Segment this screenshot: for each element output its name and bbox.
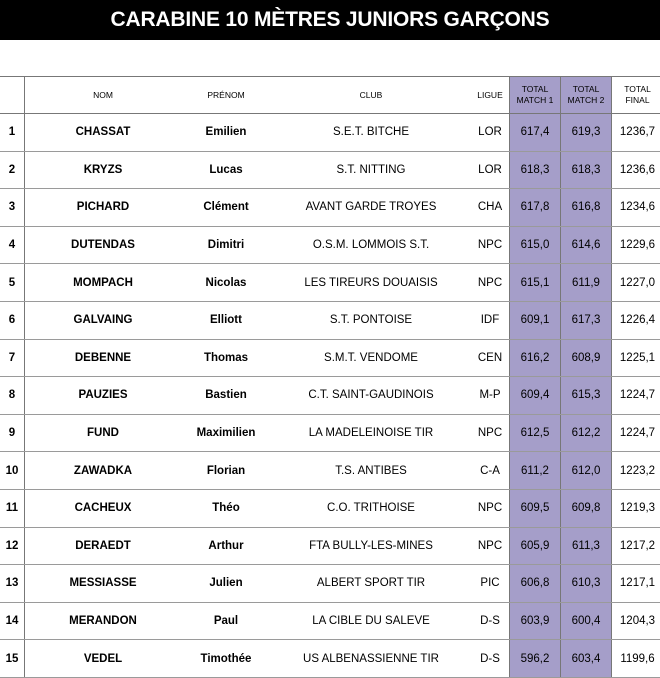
nom-cell: PICHARD (25, 189, 182, 227)
total-match-2-cell: 612,0 (561, 452, 612, 490)
total-match-1-cell: 617,4 (510, 114, 561, 152)
table-row (0, 414, 660, 452)
nom-cell: CACHEUX (25, 489, 182, 527)
table-row (0, 489, 660, 527)
total-match-1-cell: 605,9 (510, 527, 561, 565)
prenom-cell: Théo (181, 489, 271, 527)
ligue-cell: D-S (471, 640, 510, 678)
club-cell: S.M.T. VENDOME (271, 339, 471, 377)
nom-cell: PAUZIES (25, 377, 182, 415)
ligue-cell: NPC (471, 489, 510, 527)
prenom-cell: Lucas (181, 151, 271, 189)
club-cell: C.O. TRITHOISE (271, 489, 471, 527)
club-cell: S.T. PONTOISE (271, 301, 471, 339)
prenom-cell: Nicolas (181, 264, 271, 302)
table-row (0, 640, 660, 678)
ligue-cell: CEN (471, 339, 510, 377)
club-cell: ALBERT SPORT TIR (271, 565, 471, 603)
total-final-cell: 1223,2 (612, 452, 660, 490)
total-match-2-cell: 615,3 (561, 377, 612, 415)
header-total-match-2-line2: MATCH 2 (568, 95, 605, 105)
club-cell: S.E.T. BITCHE (271, 114, 471, 152)
nom-cell: MOMPACH (25, 264, 182, 302)
total-match-2-cell: 611,9 (561, 264, 612, 302)
total-final-cell: 1236,7 (612, 114, 660, 152)
table-row (0, 565, 660, 603)
header-nom: NOM (25, 77, 182, 114)
table-row (0, 114, 660, 152)
ligue-cell: CHA (471, 189, 510, 227)
prenom-cell: Clément (181, 189, 271, 227)
club-cell: C.T. SAINT-GAUDINOIS (271, 377, 471, 415)
total-final-cell: 1224,7 (612, 414, 660, 452)
rank-cell: 15 (0, 640, 25, 678)
total-match-1-cell: 603,9 (510, 602, 561, 640)
total-match-2-cell: 617,3 (561, 301, 612, 339)
total-match-2-cell: 600,4 (561, 602, 612, 640)
total-match-1-cell: 615,1 (510, 264, 561, 302)
club-cell: LES TIREURS DOUAISIS (271, 264, 471, 302)
ligue-cell: NPC (471, 414, 510, 452)
total-final-cell: 1199,6 (612, 640, 660, 678)
total-match-1-cell: 618,3 (510, 151, 561, 189)
nom-cell: ZAWADKA (25, 452, 182, 490)
rank-cell: 3 (0, 189, 25, 227)
table-row (0, 527, 660, 565)
table-row (0, 301, 660, 339)
total-match-2-cell: 611,3 (561, 527, 612, 565)
prenom-cell: Timothée (181, 640, 271, 678)
total-match-1-cell: 609,4 (510, 377, 561, 415)
total-match-2-cell: 609,8 (561, 489, 612, 527)
club-cell: S.T. NITTING (271, 151, 471, 189)
nom-cell: GALVAING (25, 301, 182, 339)
total-final-cell: 1236,6 (612, 151, 660, 189)
total-final-cell: 1225,1 (612, 339, 660, 377)
rank-cell: 13 (0, 565, 25, 603)
total-match-1-cell: 617,8 (510, 189, 561, 227)
total-match-1-cell: 612,5 (510, 414, 561, 452)
total-match-2-cell: 616,8 (561, 189, 612, 227)
header-total-final-line1: TOTAL (624, 84, 651, 94)
club-cell: AVANT GARDE TROYES (271, 189, 471, 227)
table-row (0, 189, 660, 227)
club-cell: O.S.M. LOMMOIS S.T. (271, 226, 471, 264)
ligue-cell: NPC (471, 226, 510, 264)
header-club: CLUB (271, 77, 471, 114)
prenom-cell: Thomas (181, 339, 271, 377)
nom-cell: KRYZS (25, 151, 182, 189)
header-total-match-2 (561, 77, 612, 114)
header-total-match-1-line2: MATCH 1 (517, 95, 554, 105)
table-row (0, 151, 660, 189)
total-match-2-cell: 608,9 (561, 339, 612, 377)
rank-cell: 10 (0, 452, 25, 490)
page-title (0, 0, 660, 40)
rank-cell: 4 (0, 226, 25, 264)
table-row (0, 226, 660, 264)
prenom-cell: Maximilien (181, 414, 271, 452)
header-total-match-2-line1: TOTAL (573, 84, 600, 94)
total-final-cell: 1204,3 (612, 602, 660, 640)
total-final-cell: 1227,0 (612, 264, 660, 302)
prenom-cell: Paul (181, 602, 271, 640)
total-match-1-cell: 609,5 (510, 489, 561, 527)
table-body (0, 114, 660, 678)
nom-cell: CHASSAT (25, 114, 182, 152)
club-cell: T.S. ANTIBES (271, 452, 471, 490)
header-total-final (612, 77, 660, 114)
nom-cell: DUTENDAS (25, 226, 182, 264)
total-final-cell: 1217,2 (612, 527, 660, 565)
results-table (0, 76, 660, 678)
rank-cell: 12 (0, 527, 25, 565)
total-match-2-cell: 619,3 (561, 114, 612, 152)
title-text: CARABINE 10 MÈTRES JUNIORS GARÇONS (111, 8, 550, 32)
nom-cell: MERANDON (25, 602, 182, 640)
prenom-cell: Bastien (181, 377, 271, 415)
table-row (0, 452, 660, 490)
total-match-1-cell: 596,2 (510, 640, 561, 678)
total-final-cell: 1226,4 (612, 301, 660, 339)
rank-cell: 6 (0, 301, 25, 339)
total-final-cell: 1224,7 (612, 377, 660, 415)
table-row (0, 264, 660, 302)
total-match-2-cell: 614,6 (561, 226, 612, 264)
total-match-2-cell: 618,3 (561, 151, 612, 189)
prenom-cell: Julien (181, 565, 271, 603)
ligue-cell: LOR (471, 114, 510, 152)
header-total-match-1 (510, 77, 561, 114)
header-ligue: LIGUE (471, 77, 510, 114)
club-cell: FTA BULLY-LES-MINES (271, 527, 471, 565)
ligue-cell: D-S (471, 602, 510, 640)
nom-cell: DEBENNE (25, 339, 182, 377)
ligue-cell: M-P (471, 377, 510, 415)
prenom-cell: Emilien (181, 114, 271, 152)
ligue-cell: IDF (471, 301, 510, 339)
club-cell: LA MADELEINOISE TIR (271, 414, 471, 452)
total-match-2-cell: 612,2 (561, 414, 612, 452)
total-final-cell: 1219,3 (612, 489, 660, 527)
nom-cell: MESSIASSE (25, 565, 182, 603)
ligue-cell: NPC (471, 264, 510, 302)
total-match-1-cell: 606,8 (510, 565, 561, 603)
header-prenom: PRÉNOM (181, 77, 271, 114)
table-row (0, 339, 660, 377)
ligue-cell: LOR (471, 151, 510, 189)
table-header-row (0, 77, 660, 114)
club-cell: LA CIBLE DU SALEVE (271, 602, 471, 640)
nom-cell: DERAEDT (25, 527, 182, 565)
rank-cell: 11 (0, 489, 25, 527)
rank-cell: 5 (0, 264, 25, 302)
total-match-1-cell: 615,0 (510, 226, 561, 264)
total-match-1-cell: 609,1 (510, 301, 561, 339)
total-final-cell: 1229,6 (612, 226, 660, 264)
total-match-2-cell: 610,3 (561, 565, 612, 603)
ligue-cell: NPC (471, 527, 510, 565)
rank-cell: 2 (0, 151, 25, 189)
rank-cell: 7 (0, 339, 25, 377)
prenom-cell: Elliott (181, 301, 271, 339)
rank-cell: 14 (0, 602, 25, 640)
total-match-1-cell: 611,2 (510, 452, 561, 490)
club-cell: US ALBENASSIENNE TIR (271, 640, 471, 678)
header-rank (0, 77, 25, 114)
table-row (0, 377, 660, 415)
rank-cell: 8 (0, 377, 25, 415)
ligue-cell: C-A (471, 452, 510, 490)
header-total-final-line2: FINAL (625, 95, 649, 105)
rank-cell: 9 (0, 414, 25, 452)
total-final-cell: 1217,1 (612, 565, 660, 603)
prenom-cell: Arthur (181, 527, 271, 565)
prenom-cell: Dimitri (181, 226, 271, 264)
nom-cell: FUND (25, 414, 182, 452)
nom-cell: VEDEL (25, 640, 182, 678)
rank-cell: 1 (0, 114, 25, 152)
table-row (0, 602, 660, 640)
total-match-1-cell: 616,2 (510, 339, 561, 377)
header-total-match-1-line1: TOTAL (522, 84, 549, 94)
total-final-cell: 1234,6 (612, 189, 660, 227)
ligue-cell: PIC (471, 565, 510, 603)
prenom-cell: Florian (181, 452, 271, 490)
total-match-2-cell: 603,4 (561, 640, 612, 678)
